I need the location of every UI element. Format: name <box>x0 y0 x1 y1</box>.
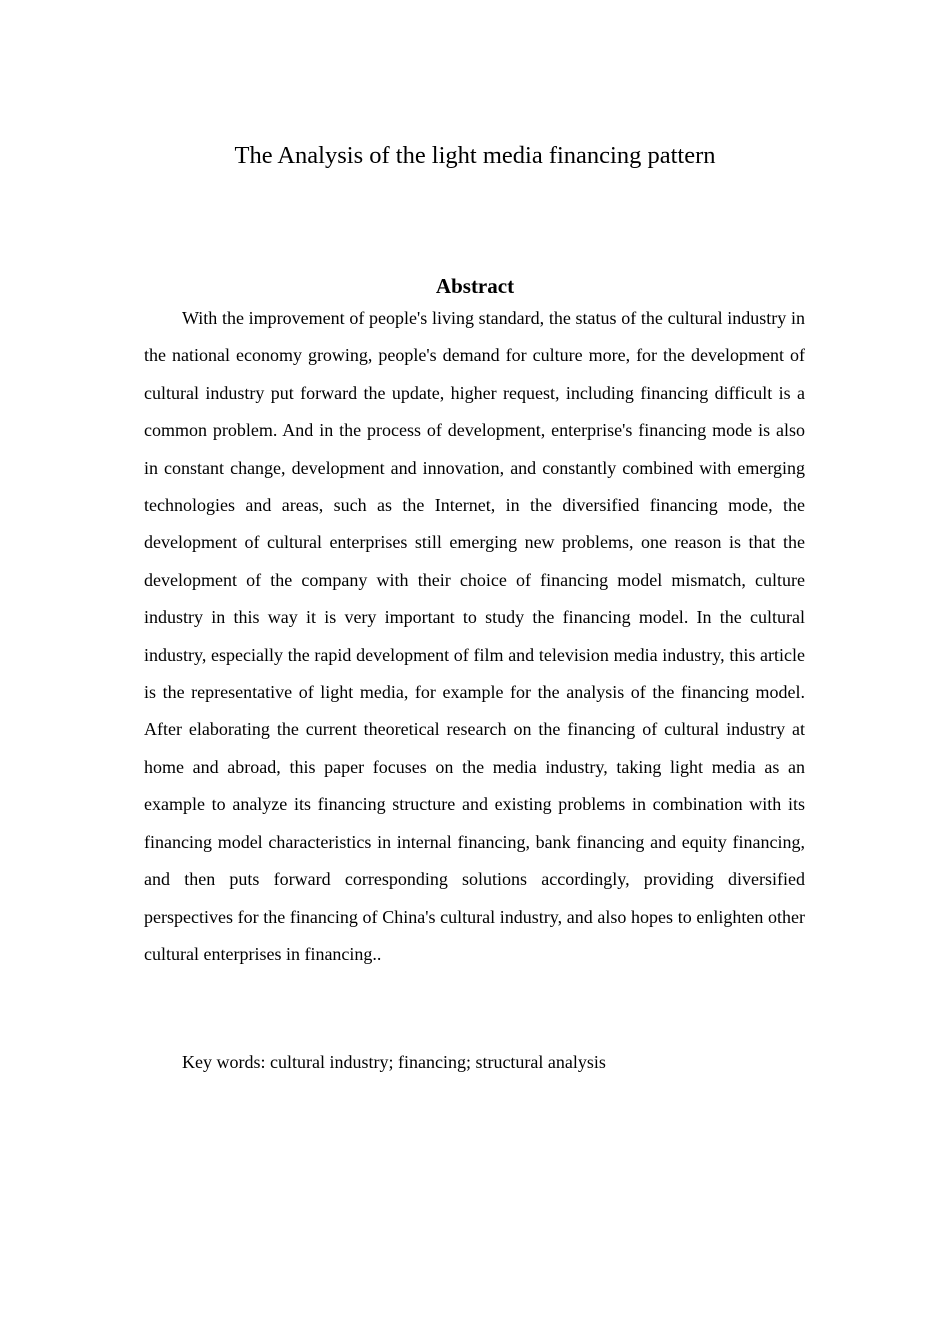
abstract-paragraph: With the improvement of people's living standard, the status of the cultural industry in the national economy growing, people's demand for culture more, for the development of cultural industry put forward the update, higher request, including financing difficult is a common problem. And in the process of development, enterprise's financing mode is also in constant change, development and innovation, and constantly combined with emerging technologies and areas, such as the Internet, in the diversified financing mode, the development of cultural enterprises still emerging new problems, one reason is that the development of the company with their choice of financing model mismatch, culture industry in this way it is very important to study the financing model. In the cultural industry, especially the rapid development of film and television media industry, this article is the representative of light media, for example for the analysis of the financing model. After elaborating the current theoretical research on the financing of cultural industry at home and abroad, this paper focuses on the media industry, taking light media as an example to analyze its financing structure and existing problems in combination with its financing model characteristics in internal financing, bank financing and equity financing, and then puts forward corresponding solutions accordingly, providing diversified perspectives for the financing of China's cultural industry, and also hopes to enlighten other cultural enterprises in financing.. <box>144 308 805 964</box>
keywords-line: Key words: cultural industry; financing; structural analysis <box>182 1052 606 1072</box>
abstract-heading: Abstract <box>435 274 515 299</box>
document-title: The Analysis of the light media financing pattern <box>234 142 716 170</box>
